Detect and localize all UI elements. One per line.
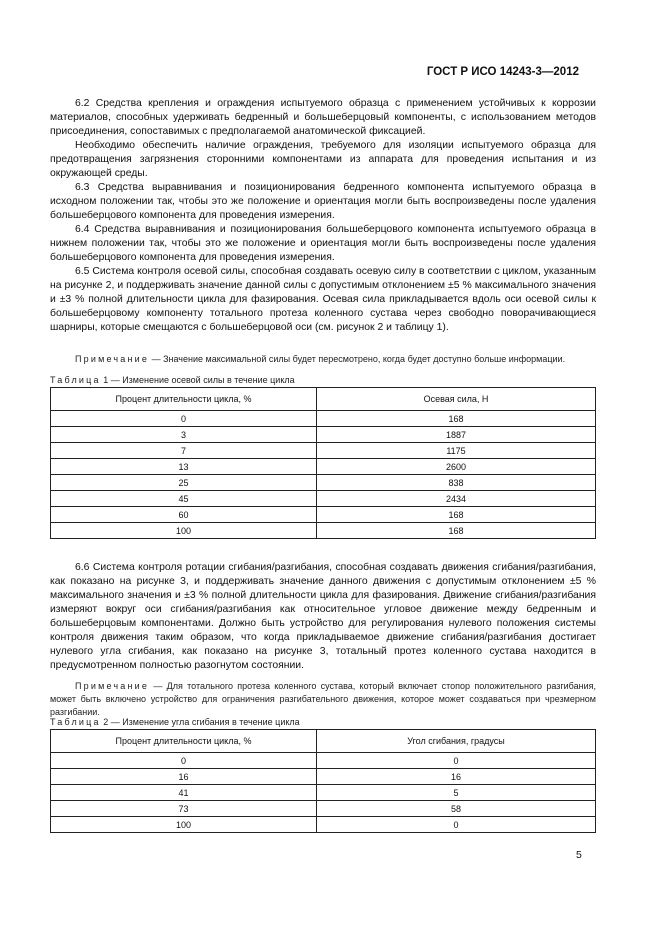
paragraph: 6.2 Средства крепления и ограждения испытуемого образца с применением устойчивых к коррозии материалов, способных удерживать бедренный и большеберцовый компоненты, с использованием методов присоединения, сопоставимых с предполагаемой анатомической фиксацией. [50, 98, 596, 137]
section-6-6 [50, 561, 596, 673]
table-row [51, 817, 596, 833]
table-cell: 0 [51, 411, 317, 427]
table-row [51, 475, 596, 491]
table-header-row [51, 730, 596, 753]
table-row [51, 491, 596, 507]
table-cell: 58 [317, 801, 596, 817]
caption-label: Таблица [50, 375, 101, 385]
table-cell: 100 [51, 523, 317, 539]
section-6-2-to-6-5 [50, 97, 596, 335]
note-label: Примечание [75, 681, 150, 691]
document-header: ГОСТ Р ИСО 14243-3—2012 [426, 66, 579, 78]
table-cell: 168 [317, 523, 596, 539]
table-cell: 3 [51, 427, 317, 443]
note-1 [50, 353, 596, 366]
table-cell: 168 [317, 411, 596, 427]
paragraph: 6.6 Система контроля ротации сгибания/разгибания, способная создавать движения сгибания/разгибания, как показано на рисунке 3, и поддерживать значение данного движения с допустимым отклонением ±5 % максимального значения и ±3 % полной длительности цикла для фазирования. Движение сгибания/разгибания измеряют вокруг оси сгибания/разгибания как относительное угловое движение между бедренным и большеберцовым компонентами. Должно быть устройство для регулирования нулевого положения системы контроля движения таким образом, что когда прикладываемое движение сгибания/разгибания достигает нулевого угла сгибания, как показано на рисунке 3, тотальный протез коленного сустава находится в предусмотренном полностью разогнутом состоянии. [50, 562, 596, 671]
table-cell: 838 [317, 475, 596, 491]
table-cell: 1175 [317, 443, 596, 459]
table-cell: 5 [317, 785, 596, 801]
table-row [51, 507, 596, 523]
table-row [51, 459, 596, 475]
caption-title: 1 — Изменение осевой силы в течение цикла [100, 375, 295, 385]
table-cell: 0 [317, 817, 596, 833]
table-header-row [51, 388, 596, 411]
table-row [51, 785, 596, 801]
column-header: Процент длительности цикла, % [51, 730, 317, 753]
note-text: — Значение максимальной силы будет пересмотрено, когда будет доступно больше информации. [149, 354, 566, 364]
caption-label: Таблица [50, 717, 101, 727]
column-header: Угол сгибания, градусы [317, 730, 596, 753]
table-cell: 45 [51, 491, 317, 507]
table-cell: 13 [51, 459, 317, 475]
table-cell: 25 [51, 475, 317, 491]
table-cell: 7 [51, 443, 317, 459]
table-cell: 16 [51, 769, 317, 785]
table-cell: 41 [51, 785, 317, 801]
table-cell: 60 [51, 507, 317, 523]
paragraph: 6.5 Система контроля осевой силы, способная создавать осевую силу в соответствии с циклом, указанным на рисунке 2, и поддерживать значение данной силы с допустимым отклонением ±5 % максимального значения и ±3 % полной длительности цикла для фазирования. Осевая сила прикладывается вдоль оси осевой силы к большеберцовому компоненту тотального протеза коленного сустава через свободно поворачивающиеся шарниры, которые смещаются с большеберцовой оси (см. рисунок 2 и таблицу 1). [50, 266, 596, 333]
table-2-caption [50, 717, 300, 727]
table-1 [50, 387, 596, 539]
note-2 [50, 680, 596, 719]
table-row [51, 801, 596, 817]
table-cell: 2434 [317, 491, 596, 507]
caption-title: 2 — Изменение угла сгибания в течение цикла [100, 717, 300, 727]
table-cell: 2600 [317, 459, 596, 475]
table-row [51, 769, 596, 785]
table-cell: 0 [317, 753, 596, 769]
table-row [51, 443, 596, 459]
table-row [51, 753, 596, 769]
page-number: 5 [576, 849, 582, 861]
table-row [51, 427, 596, 443]
table-cell: 0 [51, 753, 317, 769]
table-cell: 1887 [317, 427, 596, 443]
paragraph: 6.3 Средства выравнивания и позиционирования бедренного компонента испытуемого образца в исходном положении так, чтобы это же положение и ориентация могли быть воспроизведены после удаления большеберцового компонента для проведения измерения. [50, 182, 596, 221]
table-cell: 73 [51, 801, 317, 817]
paragraph: Необходимо обеспечить наличие ограждения, требуемого для изоляции испытуемого образца для предотвращения загрязнения сторонними компонентами из аппарата для проведения испытания и из окружающей среды. [50, 140, 596, 179]
table-row [51, 411, 596, 427]
table-cell: 168 [317, 507, 596, 523]
table-2 [50, 729, 596, 833]
column-header: Процент длительности цикла, % [51, 388, 317, 411]
note-label: Примечание [75, 354, 150, 364]
table-cell: 16 [317, 769, 596, 785]
table-1-caption [50, 375, 295, 385]
table-row [51, 523, 596, 539]
column-header: Осевая сила, Н [317, 388, 596, 411]
table-cell: 100 [51, 817, 317, 833]
note-text: — Для тотального протеза коленного сустава, который включает стопор положительного разгибания, может быть включено устройство для ограничения разгибательного движения, которое может создаваться при чрезмерном разгибании. [50, 681, 596, 717]
paragraph: 6.4 Средства выравнивания и позиционирования большеберцового компонента испытуемого образца в нижнем положении так, чтобы это же положение и ориентация могли быть воспроизведены после удаления большеберцового компонента для проведения измерения. [50, 224, 596, 263]
